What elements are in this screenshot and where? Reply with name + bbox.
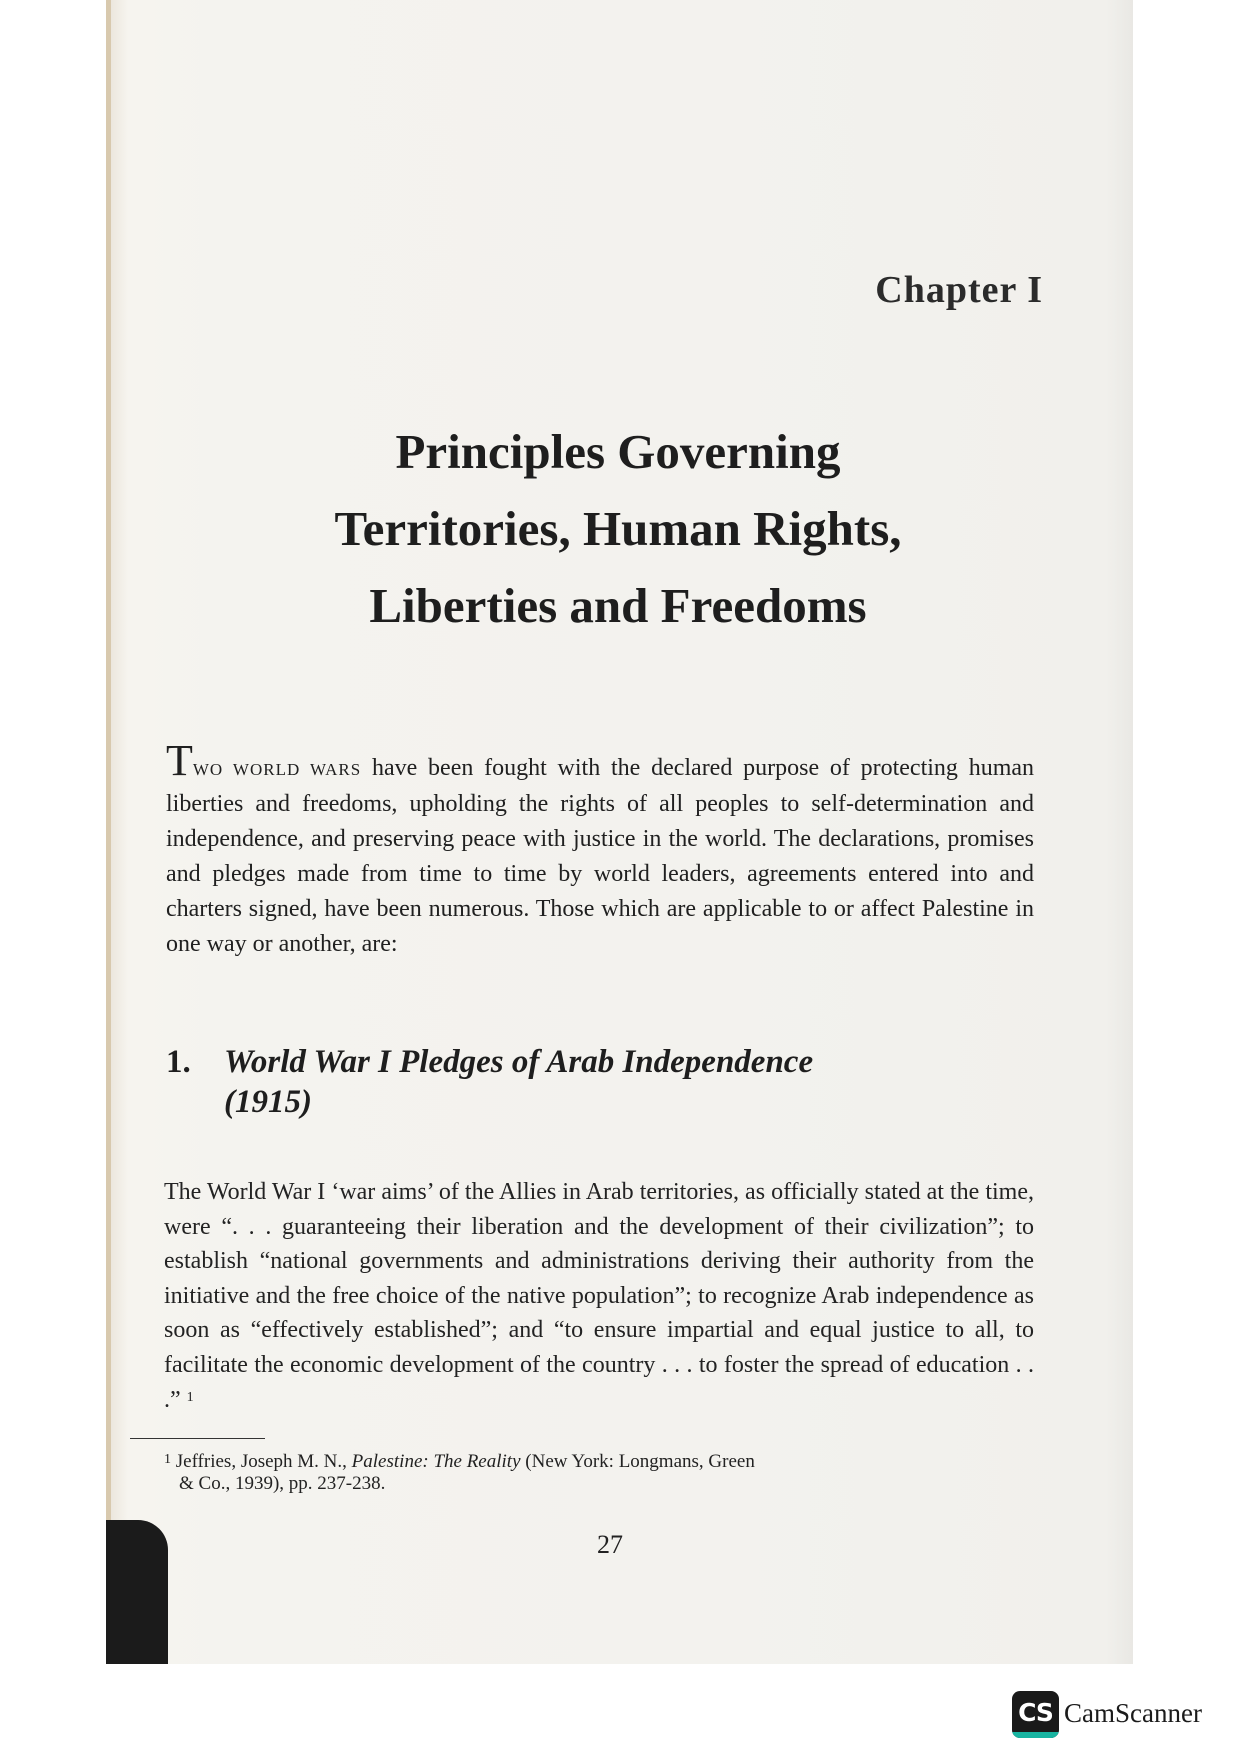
chapter-title-line-2: Territories, Human Rights, (334, 501, 902, 556)
footnote-author: Jeffries, Joseph M. N., (175, 1451, 352, 1472)
page-number: 27 (597, 1530, 623, 1559)
footnote-line-1 (164, 1451, 755, 1472)
footnote-marker: 1 (164, 1452, 171, 1467)
section-paragraph (164, 1175, 1034, 1417)
camscanner-logo-icon: CS (1012, 1691, 1059, 1738)
footnote-details-1: (New York: Longmans, Green (520, 1451, 755, 1472)
section-title: World War I Pledges of Arab Independence (1915) (224, 1044, 814, 1120)
footnote-book-title: Palestine: The Reality (351, 1451, 521, 1472)
section-heading (166, 1042, 866, 1122)
footnote-divider (130, 1438, 265, 1439)
chapter-title-line-1: Principles Governing (395, 424, 841, 479)
footnote-details-2: & Co., 1939), pp. 237-238. (179, 1473, 386, 1494)
intro-paragraph (166, 736, 1035, 962)
intro-smallcaps: WO WORLD WARS (192, 760, 362, 779)
section-text: The World War I ‘war aims’ of the Allies in Arab territories, as officially stated at the time, were “. . . guaranteeing their liberation and the development of their civilization”; to establish “national governments and administrations deriving their authority from the initiative and the free choice of the native population”; to recognize Arab independence as soon as “effectively established”; and “to ensure impartial and equal justice to all, to facilitate the economic development of the country . . . to foster the spread of education . . .” (164, 1179, 1034, 1413)
page-edge (106, 0, 111, 1664)
camscanner-watermark: CamScanner (1064, 1698, 1202, 1728)
drop-cap: T (166, 736, 193, 785)
chapter-label: Chapter I (875, 269, 1043, 311)
section-number: 1. (166, 1044, 191, 1080)
footnote (164, 1451, 1034, 1495)
footnote-reference: 1 (186, 1389, 194, 1405)
chapter-title-line-3: Liberties and Freedoms (369, 578, 867, 633)
intro-text: have been fought with the declared purpose of protecting human liberties and freedoms, upholding the rights of all peoples to self-determination and independence, and preserving peace with justice in the world. The declarations, promises and pledges made from time to time by world leaders, agreements entered into and charters signed, have been numerous. Those which are applicable to or affect Palestine in one way or another, are: (166, 755, 1035, 957)
scanner-shadow (106, 1520, 168, 1664)
chapter-title (150, 413, 1086, 644)
